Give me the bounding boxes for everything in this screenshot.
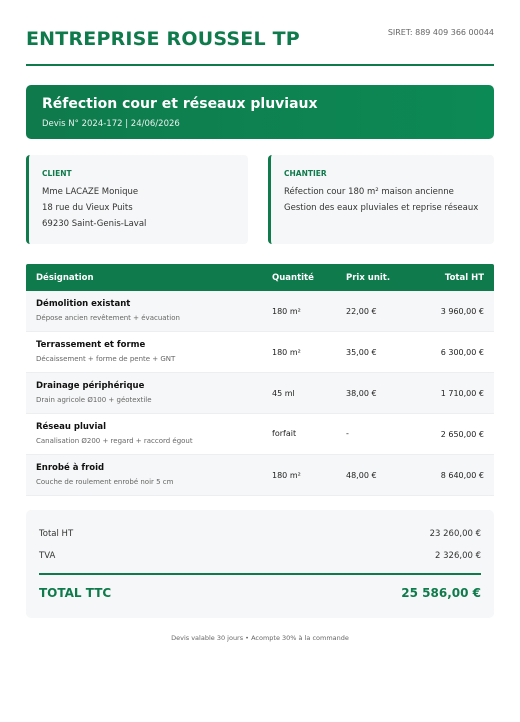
table-header [26, 264, 494, 291]
item-total: 8 640,00 € [440, 471, 484, 480]
item-description: Dépose ancien revêtement + évacuation [36, 314, 180, 322]
site-line-1: Réfection cour 180 m² maison ancienne [284, 187, 454, 197]
table-row [26, 414, 494, 455]
total-ht-value: 23 260,00 € [429, 529, 481, 539]
header-designation: Désignation [36, 273, 94, 283]
item-name: Réseau pluvial [36, 422, 107, 432]
document-header [26, 24, 494, 66]
header-quantity: Quantité [272, 273, 314, 283]
siret-number: SIRET: 889 409 366 00044 [387, 28, 494, 37]
tva-label: TVA [39, 551, 56, 561]
item-quantity: 180 m² [272, 471, 301, 480]
client-city: 69230 Saint-Genis-Laval [42, 219, 147, 229]
site-card [268, 155, 494, 244]
item-total: 6 300,00 € [440, 348, 484, 357]
item-name: Démolition existant [36, 299, 131, 309]
item-description: Drain agricole Ø100 + géotextile [36, 396, 152, 404]
item-description: Décaissement + forme de pente + GNT [36, 355, 176, 363]
item-unit-price: 38,00 € [346, 389, 377, 398]
item-name: Terrassement et forme [36, 340, 146, 350]
item-description: Couche de roulement enrobé noir 5 cm [36, 478, 174, 486]
table-row [26, 332, 494, 373]
item-quantity: forfait [272, 429, 297, 438]
item-name: Drainage périphérique [36, 381, 145, 391]
client-name: Mme LACAZE Monique [42, 187, 139, 197]
item-total: 3 960,00 € [440, 307, 484, 316]
site-line-2: Gestion des eaux pluviales et reprise réseaux [284, 203, 479, 213]
client-street: 18 rue du Vieux Puits [42, 203, 133, 213]
quote-number-date: Devis N° 2024-172 | 24/06/2026 [42, 119, 180, 129]
quote-title: Réfection cour et réseaux pluviaux [42, 96, 318, 112]
item-name: Enrobé à froid [36, 463, 105, 473]
item-unit-price: - [346, 429, 349, 438]
site-heading: CHANTIER [284, 169, 327, 178]
item-total: 1 710,00 € [440, 389, 484, 398]
item-unit-price: 35,00 € [346, 348, 377, 357]
item-description: Canalisation Ø200 + regard + raccord égout [36, 437, 193, 445]
footer-note: Devis valable 30 jours • Acompte 30% à la commande [171, 634, 349, 642]
items-table [26, 264, 494, 496]
item-total: 2 650,00 € [440, 430, 484, 439]
client-heading: CLIENT [42, 169, 72, 178]
total-ttc-value: 25 586,00 € [401, 586, 481, 600]
item-unit-price: 48,00 € [346, 471, 377, 480]
company-name: ENTREPRISE ROUSSEL TP [26, 28, 300, 50]
header-total: Total HT [444, 273, 484, 283]
header-unit-price: Prix unit. [346, 273, 391, 283]
item-quantity: 180 m² [272, 348, 301, 357]
totals-divider [39, 573, 481, 575]
table-row [26, 373, 494, 414]
table-row [26, 291, 494, 332]
item-quantity: 45 ml [272, 389, 295, 398]
quote-banner [26, 85, 494, 139]
total-ht-label: Total HT [39, 529, 74, 539]
item-quantity: 180 m² [272, 307, 301, 316]
item-unit-price: 22,00 € [346, 307, 377, 316]
tva-value: 2 326,00 € [435, 551, 481, 561]
table-row [26, 455, 494, 496]
totals-box [26, 510, 494, 618]
client-card [26, 155, 248, 244]
total-ttc-label: TOTAL TTC [39, 586, 112, 600]
